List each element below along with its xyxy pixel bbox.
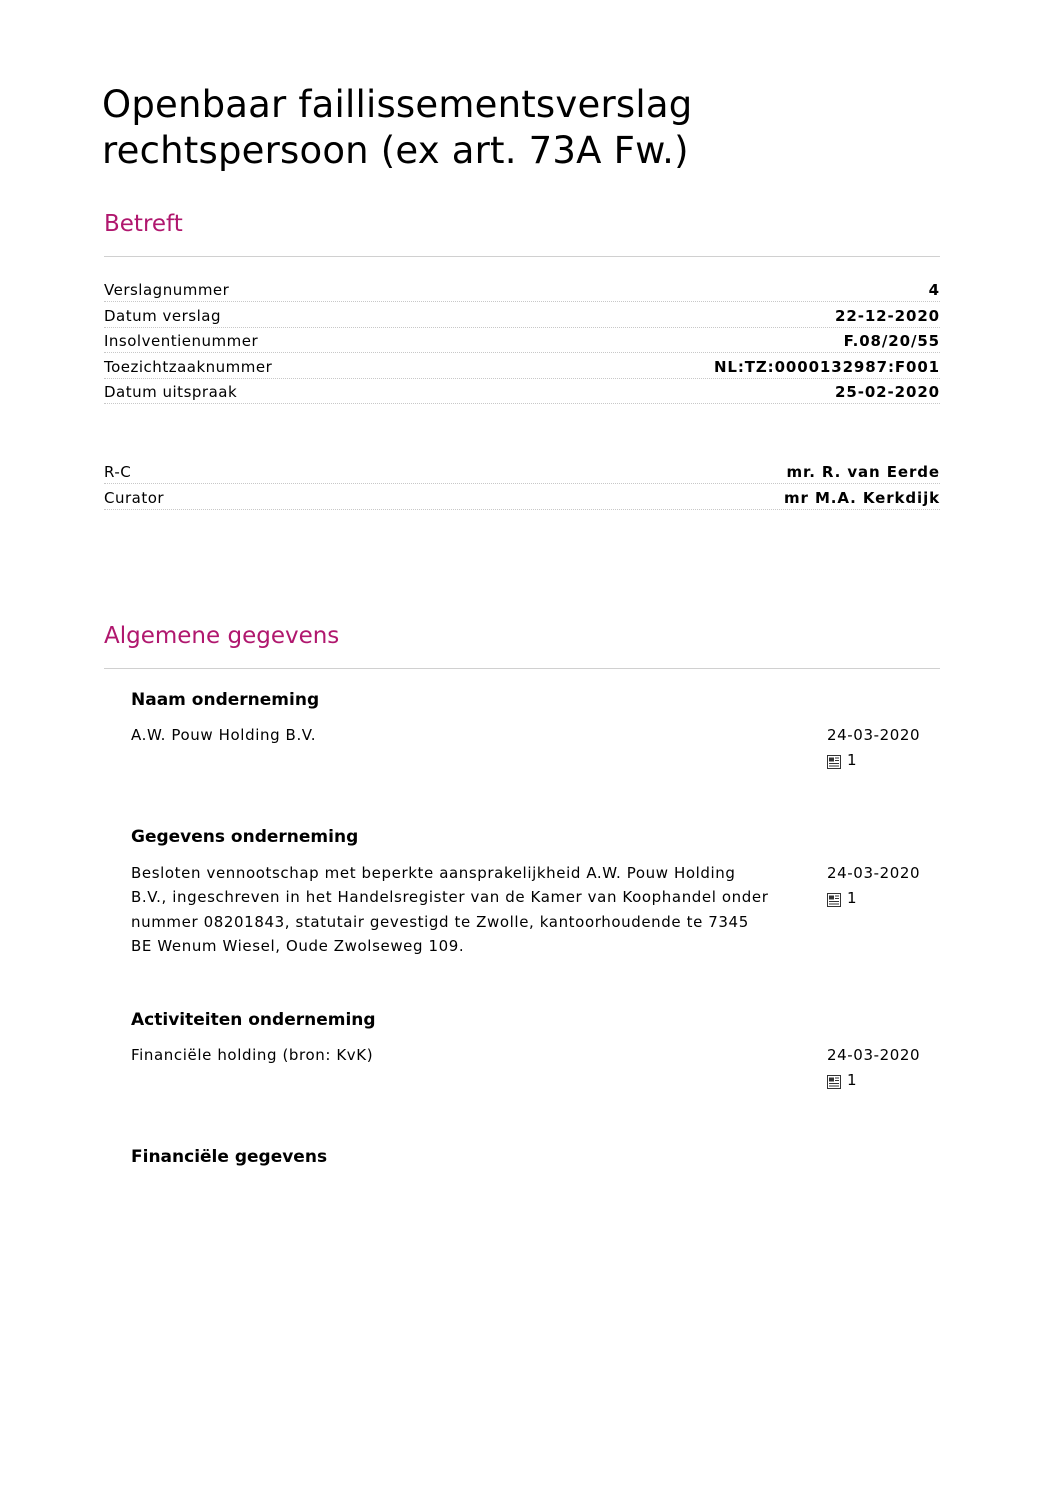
text-line: nummer 08201843, statutair gevestigd te Zwolle, kantoorhoudende te 7345 — [131, 912, 749, 931]
text-line: BE Wenum Wiesel, Oude Zwolseweg 109. — [131, 936, 465, 955]
table-row-rc — [104, 459, 940, 484]
entry-date: 24-03-2020 — [827, 1046, 921, 1064]
entry-ref-number: 1 — [847, 1071, 858, 1089]
table-row-toezichtzaaknummer — [104, 353, 940, 378]
row-value: F.08/20/55 — [843, 332, 940, 351]
entry-text-naam-onderneming — [131, 723, 811, 747]
row-label: Insolventienummer — [104, 332, 259, 351]
row-label: Datum verslag — [104, 306, 221, 325]
section-divider — [104, 256, 940, 257]
entry-ref-number: 1 — [847, 889, 858, 907]
row-value: 25-02-2020 — [835, 382, 940, 401]
entry-date: 24-03-2020 — [827, 726, 921, 744]
entry-attachment-link[interactable] — [827, 1068, 942, 1092]
document-title-line-2: rechtspersoon (ex art. 73A Fw.) — [102, 129, 689, 172]
document-icon — [827, 893, 841, 907]
subheading-financiele-gegevens: Financiële gegevens — [131, 1147, 328, 1167]
entry-attachment-link[interactable] — [827, 748, 942, 772]
document-icon — [827, 755, 841, 769]
row-value: 4 — [928, 281, 940, 300]
entry-meta-activiteiten-onderneming — [827, 1043, 942, 1092]
row-value: mr M.A. Kerkdijk — [784, 488, 940, 507]
text-line: A.W. Pouw Holding B.V. — [131, 726, 317, 744]
text-line: Financiële holding (bron: KvK) — [131, 1046, 374, 1064]
text-line: Besloten vennootschap met beperkte aansprakelijkheid A.W. Pouw Holding — [131, 864, 736, 882]
row-label: R-C — [104, 463, 132, 482]
table-row-datum-uitspraak — [104, 379, 940, 404]
row-value: mr. R. van Eerde — [786, 463, 940, 482]
subheading-gegevens-onderneming: Gegevens onderneming — [131, 827, 359, 847]
entry-meta-naam-onderneming — [827, 723, 942, 772]
text-line: B.V., ingeschreven in het Handelsregister van de Kamer van Koophandel onder — [131, 888, 769, 907]
document-title-line-1: Openbaar faillissementsverslag — [102, 83, 693, 126]
entry-text-gegevens-onderneming — [131, 861, 811, 958]
section-heading-betreft: Betreft — [104, 211, 183, 237]
document-icon — [827, 1075, 841, 1089]
row-value: 22-12-2020 — [835, 306, 940, 325]
persons-table — [104, 459, 940, 510]
section-heading-algemene-gegevens: Algemene gegevens — [104, 623, 340, 649]
table-row-verslagnummer — [104, 277, 940, 302]
row-label: Verslagnummer — [104, 281, 230, 300]
document-title — [102, 82, 942, 174]
case-details-table — [104, 277, 940, 404]
entry-meta-gegevens-onderneming — [827, 861, 942, 910]
entry-text-activiteiten-onderneming — [131, 1043, 811, 1067]
table-row-insolventienummer — [104, 328, 940, 353]
subheading-activiteiten-onderneming: Activiteiten onderneming — [131, 1010, 376, 1030]
row-value: NL:TZ:0000132987:F001 — [713, 357, 940, 376]
entry-attachment-link[interactable] — [827, 886, 942, 910]
row-label: Toezichtzaaknummer — [104, 357, 273, 376]
table-row-curator — [104, 484, 940, 509]
subheading-naam-onderneming: Naam onderneming — [131, 690, 320, 710]
row-label: Datum uitspraak — [104, 382, 238, 401]
table-row-datum-verslag — [104, 302, 940, 327]
entry-date: 24-03-2020 — [827, 864, 921, 882]
entry-ref-number: 1 — [847, 751, 858, 769]
section-divider — [104, 668, 940, 669]
row-label: Curator — [104, 488, 165, 507]
